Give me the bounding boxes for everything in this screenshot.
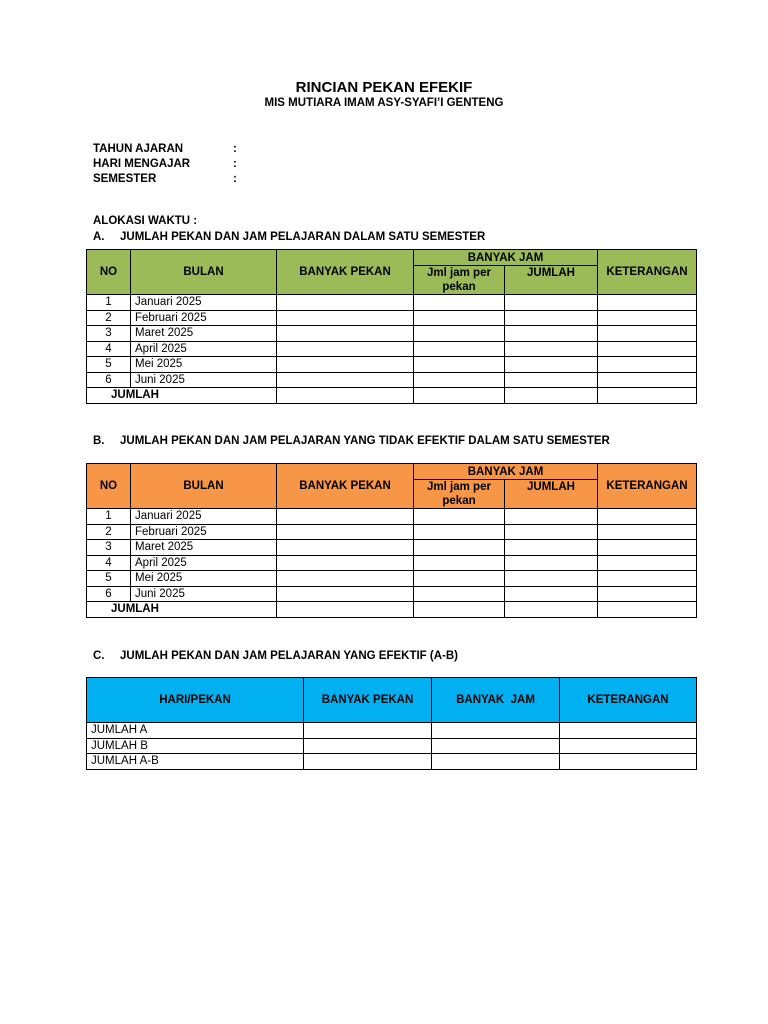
cell-total-jumlah[interactable] (505, 388, 598, 404)
cell-keterangan[interactable] (598, 357, 697, 373)
row-no: 4 (87, 555, 131, 571)
cell-jumlah[interactable] (505, 295, 598, 311)
cell-banyak-pekan[interactable] (304, 754, 432, 770)
row-no: 2 (87, 524, 131, 540)
cell-jml-jam[interactable] (414, 509, 505, 525)
cell-jumlah[interactable] (505, 555, 598, 571)
info-label: SEMESTER (93, 173, 157, 185)
table-b (86, 463, 697, 618)
section-a-heading (93, 231, 485, 243)
section-letter: A. (93, 231, 105, 243)
total-label: JUMLAH (87, 602, 277, 618)
cell-banyak-pekan[interactable] (304, 723, 432, 739)
section-title: JUMLAH PEKAN DAN JAM PELAJARAN YANG TIDAK EFEKTIF DALAM SATU SEMESTER (120, 435, 610, 447)
table-row (87, 723, 697, 739)
section-c-heading (93, 650, 458, 662)
cell-jumlah[interactable] (505, 540, 598, 556)
row-no: 3 (87, 326, 131, 342)
section-letter: B. (93, 435, 105, 447)
row-no: 5 (87, 357, 131, 373)
row-label: JUMLAH A (87, 723, 304, 739)
cell-total-jml-jam[interactable] (414, 602, 505, 618)
alokasi-waktu-label: ALOKASI WAKTU : (93, 215, 198, 227)
header-jumlah: JUMLAH (505, 480, 598, 509)
header-banyak-pekan: BANYAK PEKAN (277, 250, 414, 295)
cell-keterangan[interactable] (598, 586, 697, 602)
table-row (87, 326, 697, 342)
cell-total-banyak-pekan[interactable] (277, 388, 414, 404)
cell-banyak-pekan[interactable] (277, 509, 414, 525)
info-label: HARI MENGAJAR (93, 158, 191, 170)
header-banyak-jam: BANYAK JAM (414, 250, 598, 266)
cell-jml-jam[interactable] (414, 555, 505, 571)
cell-banyak-pekan[interactable] (277, 326, 414, 342)
cell-banyak-pekan[interactable] (277, 372, 414, 388)
header-banyak-pekan: BANYAK PEKAN (304, 678, 432, 723)
cell-keterangan[interactable] (598, 571, 697, 587)
row-bulan: Januari 2025 (131, 295, 277, 311)
cell-banyak-pekan[interactable] (277, 540, 414, 556)
cell-banyak-jam[interactable] (432, 754, 560, 770)
header-banyak-pekan: BANYAK PEKAN (277, 464, 414, 509)
info-row-hari-mengajar (93, 157, 237, 172)
table-row (87, 571, 697, 587)
row-bulan: Januari 2025 (131, 509, 277, 525)
header-no: NO (87, 464, 131, 509)
header-hari-pekan: HARI/PEKAN (87, 678, 304, 723)
cell-jml-jam[interactable] (414, 326, 505, 342)
cell-banyak-pekan[interactable] (277, 295, 414, 311)
cell-keterangan[interactable] (598, 524, 697, 540)
header-no: NO (87, 250, 131, 295)
cell-keterangan[interactable] (598, 509, 697, 525)
cell-keterangan[interactable] (560, 738, 697, 754)
cell-keterangan[interactable] (598, 326, 697, 342)
cell-jumlah[interactable] (505, 341, 598, 357)
row-bulan: April 2025 (131, 341, 277, 357)
row-no: 2 (87, 310, 131, 326)
cell-keterangan[interactable] (598, 540, 697, 556)
cell-keterangan[interactable] (598, 295, 697, 311)
cell-jumlah[interactable] (505, 326, 598, 342)
cell-jml-jam[interactable] (414, 295, 505, 311)
row-no: 4 (87, 341, 131, 357)
info-colon: : (233, 158, 237, 170)
cell-banyak-jam[interactable] (432, 738, 560, 754)
cell-banyak-pekan[interactable] (277, 310, 414, 326)
cell-jml-jam[interactable] (414, 586, 505, 602)
cell-jml-jam[interactable] (414, 372, 505, 388)
cell-jumlah[interactable] (505, 310, 598, 326)
cell-total-banyak-pekan[interactable] (277, 602, 414, 618)
cell-jml-jam[interactable] (414, 341, 505, 357)
section-b-heading (93, 435, 610, 447)
header-bulan: BULAN (131, 464, 277, 509)
row-bulan: Maret 2025 (131, 326, 277, 342)
row-no: 5 (87, 571, 131, 587)
table-row (87, 372, 697, 388)
cell-keterangan[interactable] (598, 372, 697, 388)
cell-jumlah[interactable] (505, 586, 598, 602)
row-no: 1 (87, 295, 131, 311)
info-colon: : (233, 143, 237, 155)
total-label: JUMLAH (87, 388, 277, 404)
row-bulan: Mei 2025 (131, 571, 277, 587)
row-bulan: Maret 2025 (131, 540, 277, 556)
cell-jumlah[interactable] (505, 524, 598, 540)
cell-keterangan[interactable] (598, 555, 697, 571)
cell-banyak-pekan[interactable] (277, 524, 414, 540)
table-row (87, 341, 697, 357)
cell-jumlah[interactable] (505, 509, 598, 525)
cell-total-jml-jam[interactable] (414, 388, 505, 404)
document-title: RINCIAN PEKAN EFEKIF (295, 79, 473, 96)
cell-jumlah[interactable] (505, 357, 598, 373)
header-jml-jam: Jml jam per pekan (414, 480, 505, 509)
cell-banyak-pekan[interactable] (277, 357, 414, 373)
cell-keterangan[interactable] (560, 723, 697, 739)
school-name: MIS MUTIARA IMAM ASY-SYAFI’I GENTENG (264, 97, 504, 109)
row-bulan: Juni 2025 (131, 586, 277, 602)
cell-total-keterangan[interactable] (598, 602, 697, 618)
table-row (87, 738, 697, 754)
row-bulan: Mei 2025 (131, 357, 277, 373)
table-row (87, 310, 697, 326)
row-no: 6 (87, 586, 131, 602)
info-colon: : (233, 173, 237, 185)
total-row (87, 602, 697, 618)
row-label: JUMLAH B (87, 738, 304, 754)
section-letter: C. (93, 650, 105, 662)
header-keterangan: KETERANGAN (560, 678, 697, 723)
cell-banyak-jam[interactable] (432, 723, 560, 739)
cell-keterangan[interactable] (560, 754, 697, 770)
header-banyak-jam: BANYAK JAM (414, 464, 598, 480)
section-title: JUMLAH PEKAN DAN JAM PELAJARAN DALAM SATU SEMESTER (120, 231, 486, 243)
cell-banyak-pekan[interactable] (277, 555, 414, 571)
cell-banyak-pekan[interactable] (277, 586, 414, 602)
row-no: 1 (87, 509, 131, 525)
table-row (87, 357, 697, 373)
header-jumlah: JUMLAH (505, 266, 598, 295)
cell-jml-jam[interactable] (414, 310, 505, 326)
table-a (86, 249, 697, 404)
cell-jml-jam[interactable] (414, 571, 505, 587)
info-label: TAHUN AJARAN (93, 143, 184, 155)
header-jml-jam: Jml jam per pekan (414, 266, 505, 295)
table-row (87, 540, 697, 556)
cell-banyak-pekan[interactable] (277, 571, 414, 587)
row-label: JUMLAH A-B (87, 754, 304, 770)
info-block (93, 142, 237, 187)
cell-total-jumlah[interactable] (505, 602, 598, 618)
info-row-semester (93, 172, 237, 187)
header-banyak-jam: BANYAK JAM (432, 678, 560, 723)
cell-banyak-pekan[interactable] (277, 341, 414, 357)
section-title: JUMLAH PEKAN DAN JAM PELAJARAN YANG EFEKTIF (A-B) (120, 650, 458, 662)
cell-jumlah[interactable] (505, 571, 598, 587)
row-no: 3 (87, 540, 131, 556)
cell-jml-jam[interactable] (414, 357, 505, 373)
row-bulan: Juni 2025 (131, 372, 277, 388)
table-row (87, 586, 697, 602)
cell-keterangan[interactable] (598, 310, 697, 326)
table-row (87, 295, 697, 311)
table-row (87, 524, 697, 540)
table-c (86, 677, 697, 770)
total-row (87, 388, 697, 404)
header-keterangan: KETERANGAN (598, 250, 697, 295)
table-row (87, 754, 697, 770)
row-no: 6 (87, 372, 131, 388)
cell-jml-jam[interactable] (414, 540, 505, 556)
cell-keterangan[interactable] (598, 341, 697, 357)
table-row (87, 509, 697, 525)
cell-total-keterangan[interactable] (598, 388, 697, 404)
cell-jml-jam[interactable] (414, 524, 505, 540)
cell-jumlah[interactable] (505, 372, 598, 388)
row-bulan: Februari 2025 (131, 310, 277, 326)
info-row-tahun-ajaran (93, 142, 237, 157)
row-bulan: Februari 2025 (131, 524, 277, 540)
row-bulan: April 2025 (131, 555, 277, 571)
cell-banyak-pekan[interactable] (304, 738, 432, 754)
header-bulan: BULAN (131, 250, 277, 295)
header-keterangan: KETERANGAN (598, 464, 697, 509)
table-row (87, 555, 697, 571)
